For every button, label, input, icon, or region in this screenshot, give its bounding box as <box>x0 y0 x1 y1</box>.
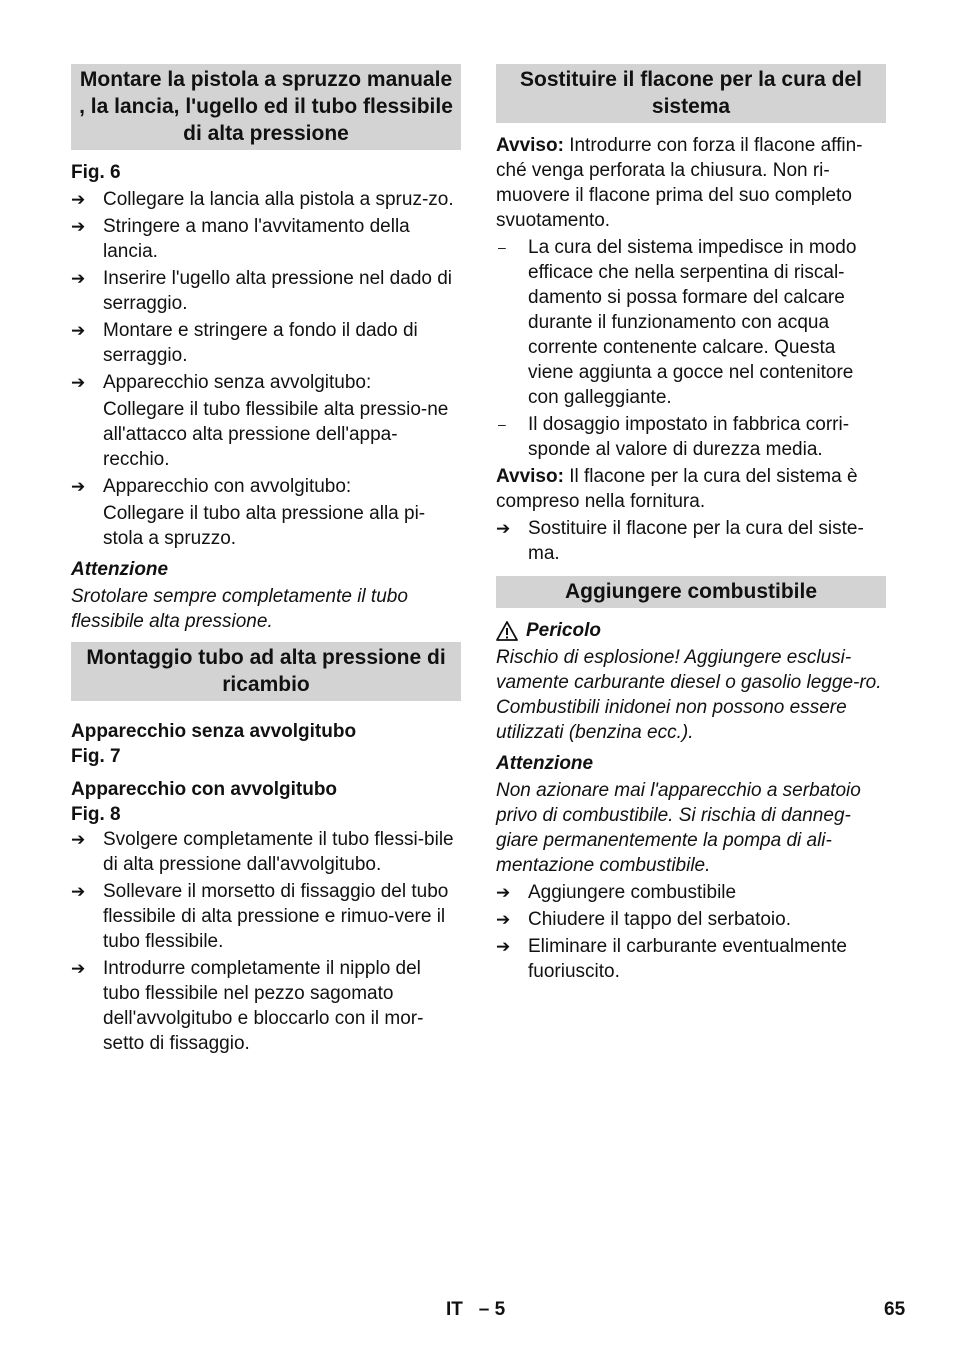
step-item: ➔ Collegare la lancia alla pistola a spruz-zo. <box>71 189 454 210</box>
dash-item: – Il dosaggio impostato in fabbrica corri-sponde al valore di durezza media. <box>498 414 850 460</box>
arrow-right-icon: ➔ <box>496 883 511 902</box>
arrow-right-icon: ➔ <box>71 321 86 340</box>
note-paragraph: Avviso: Introdurre con forza il flacone affin-ché venga perforata la chiusura. Non ri-muovere il flacone prima del suo completo svuotamento. <box>496 135 863 231</box>
en-dash-icon: – <box>498 416 506 432</box>
arrow-right-icon: ➔ <box>71 477 86 496</box>
step-continuation: Collegare il tubo alta pressione alla pi-stola a spruzzo. <box>103 503 426 549</box>
page-number: 65 <box>884 1299 906 1320</box>
danger-title: Pericolo <box>526 620 601 641</box>
step-item: ➔ Chiudere il tappo del serbatoio. <box>496 909 792 930</box>
step-item: ➔ Sostituire il flacone per la cura del siste-ma. <box>496 518 864 564</box>
caution-title: Attenzione <box>71 559 169 580</box>
caution-text: Srotolare sempre completamente il tubo flessibile alta pressione. <box>71 586 408 632</box>
step-item: ➔ Inserire l'ugello alta pressione nel dado di serraggio. <box>71 268 453 314</box>
section-heading-mount-gun: Montare la pistola a spruzzo manuale , la lancia, l'ugello ed il tubo flessibile di alta pressione <box>71 64 461 150</box>
section-heading-add-fuel: Aggiungere combustibile <box>496 576 886 608</box>
section-heading-replace-bottle: Sostituire il flacone per la cura del sistema <box>496 64 886 123</box>
step-item: ➔ Sollevare il morsetto di fissaggio del tubo flessibile di alta pressione e rimuo-vere il tubo flessibile. <box>71 881 449 952</box>
arrow-right-icon: ➔ <box>71 190 86 209</box>
arrow-right-icon: ➔ <box>496 937 511 956</box>
warning-triangle-icon <box>496 621 518 641</box>
arrow-right-icon: ➔ <box>496 910 511 929</box>
en-dash-icon: – <box>498 239 506 255</box>
left-column <box>71 64 461 1058</box>
subheading-with-reel: Apparecchio con avvolgitubo <box>71 779 338 800</box>
arrow-right-icon: ➔ <box>71 269 86 288</box>
figure-ref-6: Fig. 6 <box>71 162 121 183</box>
step-item: ➔ Stringere a mano l'avvitamento della lancia. <box>71 216 410 262</box>
step-item: ➔ Aggiungere combustibile <box>496 882 737 903</box>
step-item: ➔ Svolgere completamente il tubo flessi-bile di alta pressione dall'avvolgitubo. <box>71 829 454 875</box>
arrow-right-icon: ➔ <box>71 959 86 978</box>
figure-ref-7: Fig. 7 <box>71 746 121 767</box>
section-heading-spare-hose: Montaggio tubo ad alta pressione di ricambio <box>71 642 461 701</box>
step-item: ➔ Montare e stringere a fondo il dado di serraggio. <box>71 320 418 366</box>
figure-ref-8: Fig. 8 <box>71 804 121 825</box>
step-item: ➔ Introdurre completamente il nipplo del tubo flessibile nel pezzo sagomato dell'avvolgitubo e bloccarlo con il mor-setto di fissaggio. <box>71 958 424 1054</box>
step-item: ➔ Apparecchio con avvolgitubo: <box>71 476 352 497</box>
arrow-right-icon: ➔ <box>71 373 86 392</box>
caution-title: Attenzione <box>496 753 594 774</box>
step-item: ➔ Eliminare il carburante eventualmente fuoriuscito. <box>496 936 847 982</box>
step-item: ➔ Apparecchio senza avvolgitubo: <box>71 372 372 393</box>
step-continuation: Collegare il tubo flessibile alta pressio-ne all'attacco alta pressione dell'appa-recchio. <box>103 399 449 470</box>
note-paragraph: Avviso: Il flacone per la cura del sistema è compreso nella fornitura. <box>496 466 858 512</box>
danger-header <box>496 618 886 643</box>
caution-text: Non azionare mai l'apparecchio a serbatoio privo di combustibile. Si rischia di danneg-giare permanentemente la pompa di ali-mentazione combustibile. <box>496 780 861 876</box>
right-column <box>496 64 886 986</box>
footer-language-section: IT – 5 <box>446 1299 506 1320</box>
arrow-right-icon: ➔ <box>71 217 86 236</box>
dash-item: – La cura del sistema impedisce in modo efficace che nella serpentina di riscal-damento si possa formare del calcare durante il funzionamento con acqua corrente contenente calcare. Questa viene aggiunta a gocce nel contenitore con galleggiante. <box>498 237 857 408</box>
danger-text: Rischio di esplosione! Aggiungere esclusi-vamente carburante diesel o gasolio legge-ro. Combustibili inidonei non possono essere utilizzati (benzina ecc.). <box>496 647 882 743</box>
arrow-right-icon: ➔ <box>496 519 511 538</box>
arrow-right-icon: ➔ <box>71 882 86 901</box>
subheading-without-reel: Apparecchio senza avvolgitubo <box>71 721 357 742</box>
arrow-right-icon: ➔ <box>71 830 86 849</box>
